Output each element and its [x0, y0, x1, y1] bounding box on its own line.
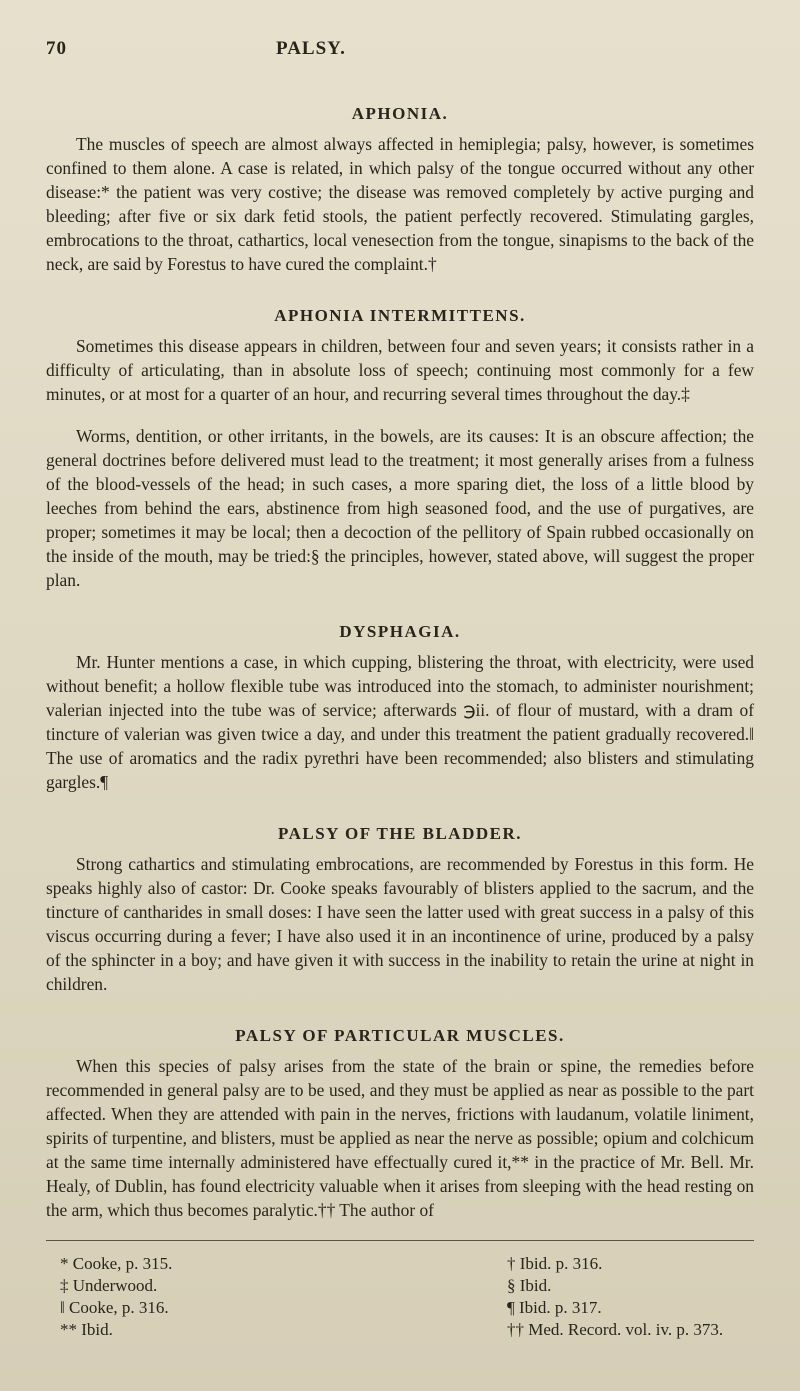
- section-palsy-of-particular-muscles: [46, 1026, 754, 1222]
- footnote-rule: [46, 1240, 754, 1241]
- footnote: ** Ibid.: [60, 1320, 113, 1339]
- paragraph: Strong cathartics and stimulating embrocations, are recommended by Forestus in this form. He speaks highly also of castor: Dr. Cooke speaks favourably of blisters applied to the sacrum, and the tincture of cantharides in small doses: I have seen the latter used with great success in a palsy of this viscus occurring during a fever; I have also used it in an incontinence of urine, produced by a palsy of the sphincter in a boy; and have given it with success in the inability to retain the urine at night in children.: [46, 854, 754, 994]
- paragraph: Sometimes this disease appears in children, between four and seven years; it consists rather in a difficulty of articulating, than in absolute loss of speech; continuing most commonly for a few minutes, or at most for a quarter of an hour, and recurring several times throughout the day.‡: [46, 336, 754, 404]
- section-heading: PALSY OF PARTICULAR MUSCLES.: [235, 1026, 565, 1045]
- section-heading: PALSY OF THE BLADDER.: [277, 824, 523, 843]
- footnote: § Ibid.: [507, 1276, 552, 1295]
- section-palsy-of-bladder: [46, 824, 754, 996]
- paragraph: The muscles of speech are almost always affected in hemiplegia; palsy, however, is sometimes confined to them alone. A case is related, in which palsy of the tongue occurred without any other disease:* the patient was very costive; the disease was removed completely by active purging and bleeding; after five or six dark fetid stools, the patient perfectly recovered. Stimulating gargles, embrocations to the throat, cathartics, local venesection from the tongue, sinapisms to the back of the neck, are said by Forestus to have cured the complaint.†: [46, 134, 754, 274]
- section-heading: DYSPHAGIA.: [339, 622, 461, 641]
- paragraph: Mr. Hunter mentions a case, in which cupping, blistering the throat, with electricity, were used without benefit; a hollow flexible tube was introduced into the stomach, to administer nourishment; valerian injected into the tube was of service; afterwards ℈ii. of flour of mustard, with a dram of tincture of valerian was given twice a day, and under this treatment the patient gradually recovered.‖ The use of aromatics and the radix pyrethri have been recommended; also blisters and stimulating gargles.¶: [46, 652, 754, 792]
- running-head: PALSY.: [276, 38, 346, 59]
- footnote: ‡ Underwood.: [60, 1276, 158, 1295]
- footnote: †† Med. Record. vol. iv. p. 373.: [507, 1320, 724, 1339]
- footnote: ‖ Cooke, p. 316.: [60, 1298, 169, 1317]
- footnote: † Ibid. p. 316.: [507, 1254, 603, 1273]
- section-heading: APHONIA.: [351, 104, 449, 123]
- page-number: 70: [46, 38, 67, 59]
- footnote: ¶ Ibid. p. 317.: [507, 1298, 602, 1317]
- page-header: [46, 38, 754, 78]
- paragraph: When this species of palsy arises from the state of the brain or spine, the remedies before recommended in general palsy are to be used, and they must be applied as near as possible to the part affected. When they are attended with pain in the nerves, frictions with laudanum, volatile liniment, spirits of turpentine, and blisters, must be applied as near the nerve as possible; opium and colchicum at the same time internally administered have effectually cured it,** in the practice of Mr. Bell. Mr. Healy, of Dublin, has found electricity valuable when it arises from sleeping with the head resting on the arm, which thus becomes paralytic.†† The author of: [46, 1056, 754, 1220]
- section-heading: APHONIA INTERMITTENS.: [274, 306, 526, 325]
- footnotes: [46, 1253, 754, 1340]
- section-aphonia-intermittens: [46, 306, 754, 592]
- section-aphonia: [46, 104, 754, 276]
- footnote: * Cooke, p. 315.: [60, 1254, 173, 1273]
- section-dysphagia: [46, 622, 754, 794]
- paragraph: Worms, dentition, or other irritants, in the bowels, are its causes: It is an obscure affection; the general doctrines before delivered must lead to the treatment; it most generally arises from a fulness of the blood-vessels of the head; in such cases, a more sparing diet, the loss of a little blood by leeches from behind the ears, abstinence from high seasoned food, and the use of purgatives, are proper; sometimes it may be local; then a decoction of the pellitory of Spain rubbed occasionally on the inside of the mouth, may be tried:§ the principles, however, stated above, will suggest the proper plan.: [46, 426, 754, 590]
